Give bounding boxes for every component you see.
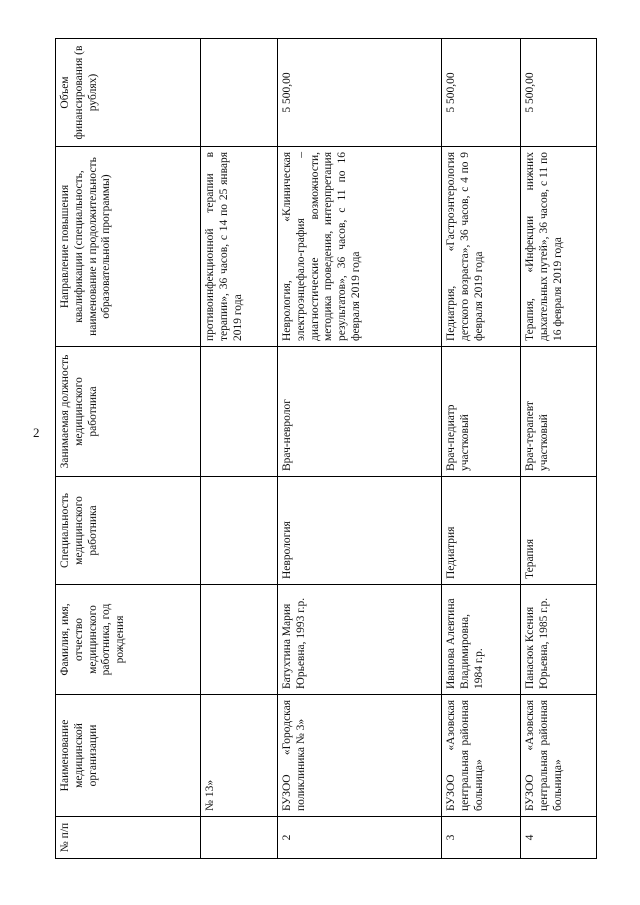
cell-name: Иванова Алевтина Владимировна, 1984 г.р. [442,585,521,695]
header-row [56,39,201,859]
cell-specialty: Педиатрия [442,477,521,585]
header-org: Наименование медицинской организации [56,695,201,817]
cell-direction: Неврология, «Клиническая электроэнцефало-графия – диагностические возможности, методика проведения, интерпретация результатов», 36 часов, с 11 по 16 февраля 2019 года [278,147,442,347]
header-position: Занимаемая должность медицинского работника [56,347,201,477]
header-name: Фамилия, имя, отчество медицинского работника, год рождения [56,585,201,695]
page-number: 2 [33,425,40,440]
cell-position: Врач-педиатр участковый [442,347,521,477]
cell-num: 3 [442,817,521,859]
cell-funding [201,39,278,147]
cell-funding: 5 500,00 [442,39,521,147]
cell-specialty [201,477,278,585]
table-row [201,39,278,859]
cell-direction: противоинфекционной терапии в терапии», 36 часов, с 14 по 25 января 2019 года [201,147,278,347]
cell-org: БУЗОО «Азовская центральная районная больница» [442,695,521,817]
cell-org: БУЗОО «Городская поликлиника № 3» [278,695,442,817]
cell-funding: 5 500,00 [521,39,597,147]
cell-name [201,585,278,695]
cell-direction: Терапия, «Инфекции нижних дыхательных путей», 36 часов, с 11 по 16 февраля 2019 года [521,147,597,347]
cell-org: БУЗОО «Азовская центральная районная больница» [521,695,597,817]
cell-position [201,347,278,477]
training-table [55,38,597,859]
rotated-table-wrapper [55,39,565,859]
cell-funding: 5 500,00 [278,39,442,147]
cell-num: 4 [521,817,597,859]
cell-position: Врач-терапевт участковый [521,347,597,477]
table-row [521,39,597,859]
cell-specialty: Терапия [521,477,597,585]
header-direction: Направление повышения квалификации (специальность, наименование и продолжительность образовательной программы) [56,147,201,347]
cell-direction: Педиатрия, «Гастроэнтерология детского возраста», 36 часов, с 4 по 9 февраля 2019 года [442,147,521,347]
cell-position: Врач-невролог [278,347,442,477]
header-funding: Объем финансирования (в рублях) [56,39,201,147]
cell-specialty: Неврология [278,477,442,585]
table-row [278,39,442,859]
cell-name: Батухтина Мария Юрьевна, 1993 г.р. [278,585,442,695]
cell-org: № 13» [201,695,278,817]
cell-num: 2 [278,817,442,859]
cell-num [201,817,278,859]
table-row [442,39,521,859]
cell-name: Панасюк Ксения Юрьевна, 1985 г.р. [521,585,597,695]
header-specialty: Специальность медицинского работника [56,477,201,585]
header-num: № п/п [56,817,201,859]
